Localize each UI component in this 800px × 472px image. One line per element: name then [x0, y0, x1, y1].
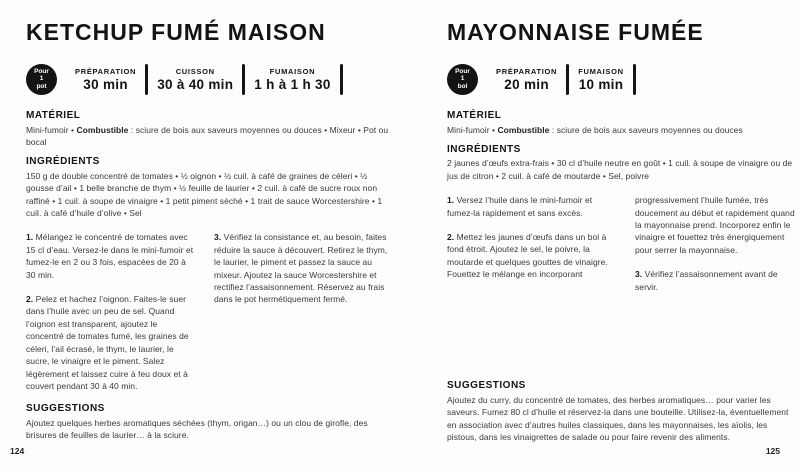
- materiel-text: [26, 124, 394, 149]
- suggestions-text: Ajoutez du curry, du concentré de tomates, des herbes aromatiques… pour varier les saveurs. Fumez 80 cl d’huile et réservez-la dans une bouteille. Utilisez-la, éventuellement en association avec d’autres huiles classiques, dans les mayonnaises, les aïolis, les pistous, dans les vinaigrettes de salade ou pour faire revenir des aliments.: [447, 395, 789, 443]
- steps-column-1: [447, 194, 617, 305]
- meta-label: CUISSON: [175, 66, 215, 76]
- meta-divider: [633, 64, 636, 95]
- step-2: [26, 293, 196, 392]
- meta-item-preparation: [487, 67, 566, 92]
- step-2: [447, 231, 617, 281]
- page-number: 124: [10, 446, 25, 456]
- badge-line: 1: [39, 75, 44, 83]
- meta-label: PRÉPARATION: [496, 66, 558, 76]
- suggestions-section: [447, 380, 799, 444]
- meta-divider: [340, 64, 343, 95]
- step-text: Mélangez le concentré de tomates avec 15 cl d’eau. Versez-le dans le mini-fumoir et fumez-le en 2 ou 3 fois, espacées de 20 à 30 min.: [26, 232, 194, 280]
- meta-value: 1 h à 1 h 30: [254, 76, 331, 92]
- steps-section: [447, 194, 799, 305]
- badge-line: Pour: [455, 67, 470, 75]
- meta-value: 30 à 40 min: [157, 76, 234, 92]
- badge-line: 1: [460, 75, 465, 83]
- steps-column-2: [214, 231, 394, 404]
- step-1: [26, 231, 196, 281]
- meta-value: 20 min: [504, 76, 549, 92]
- steps-column-2: [635, 194, 799, 305]
- ingredients-heading: INGRÉDIENTS: [26, 156, 100, 168]
- ingredients-text: 150 g de double concentré de tomates • ½ oignon • ½ cuil. à café de graines de céleri • ½ gousse d’ail • 1 belle branche de thym • ½ feuille de laurier • 2 cuil. à café de sucre roux non raffiné • 1 cuil. à soupe de vinaigre • 1 petit piment séché • 1 trait de sauce Worcestershire • 1 cuil. à café d’huile d’olive • Sel: [26, 170, 383, 219]
- materiel-text-bold: Combustible: [76, 124, 129, 135]
- step-1: [447, 194, 617, 219]
- recipe-meta-row: [26, 61, 394, 97]
- step-number: 3.: [635, 269, 643, 280]
- meta-item-fumaison: [569, 67, 633, 92]
- materiel-text-bold: Combustible: [497, 124, 550, 135]
- serving-badge: [26, 64, 57, 95]
- step-3: [214, 231, 394, 305]
- materiel-text-pre: Mini-fumoir •: [447, 124, 498, 135]
- column-gap: [617, 194, 635, 305]
- step-3: [635, 268, 799, 293]
- step-number: 1.: [26, 232, 34, 243]
- suggestions-text: Ajoutez quelques herbes aromatiques séchées (thym, origan…) ou un clou de girofle, des brisures de feuilles de laurier… à la sciure.: [26, 418, 368, 441]
- serving-badge: [447, 64, 478, 95]
- steps-section: [26, 231, 394, 404]
- page-number: 125: [765, 446, 780, 456]
- suggestions-heading: SUGGESTIONS: [26, 403, 105, 414]
- materiel-text-post: : sciure de bois aux saveurs moyennes ou douces • Mixeur • Pot ou bocal: [26, 124, 389, 147]
- meta-value: 10 min: [578, 76, 624, 92]
- step-number: 1.: [447, 195, 455, 206]
- materiel-text-pre: Mini-fumoir •: [26, 124, 77, 135]
- ingredients-heading: INGRÉDIENTS: [447, 143, 521, 155]
- badge-line: Pour: [34, 67, 49, 75]
- meta-item-preparation: [66, 67, 145, 92]
- suggestions-heading: SUGGESTIONS: [447, 380, 526, 391]
- meta-item-fumaison: [245, 67, 339, 92]
- meta-label: FUMAISON: [578, 66, 624, 76]
- suggestions-section: [26, 403, 394, 442]
- step-2-continued: [635, 194, 799, 256]
- step-number: 3.: [214, 232, 222, 243]
- page-title: MAYONNAISE FUMÉE: [447, 19, 704, 45]
- step-number: 2.: [26, 294, 34, 305]
- step-number: 2.: [447, 232, 455, 243]
- badge-line: bol: [457, 82, 468, 90]
- recipe-page-mayonnaise: [447, 0, 799, 472]
- materiel-heading: MATÉRIEL: [26, 110, 81, 121]
- badge-line: pot: [36, 82, 47, 90]
- step-text: progressivement l’huile fumée, très doucement au début et rapidement quand la mayonnaise prend. Incorporez enfin le vinaigre et fouettez très énergiquement pour serrer la mayonnaise.: [635, 195, 795, 255]
- recipe-meta-row: [447, 61, 799, 97]
- meta-label: PRÉPARATION: [75, 66, 137, 76]
- meta-item-cuisson: [148, 67, 242, 92]
- meta-label: FUMAISON: [269, 66, 316, 76]
- step-text: Vérifiez l’assaisonnement avant de servir.: [635, 269, 778, 292]
- page-title: KETCHUP FUMÉ MAISON: [26, 19, 326, 45]
- ingredients-text: 2 jaunes d’œufs extra-frais • 30 cl d’huile neutre en goût • 1 cuil. à soupe de vinaigre ou de jus de citron • 2 cuil. à café de moutarde • Sel, poivre: [447, 158, 793, 181]
- materiel-text: [447, 124, 799, 136]
- step-text: Pelez et hachez l’oignon. Faites-le suer dans l’huile avec un peu de sel. Quand l’oignon est transparent, ajoutez le concentré de tomates fumé, les graines de céleri, l’ail écrasé, le thym, le laurier, le sucre, le vinaigre et le piment. Salez légèrement et laissez cuire à feu doux et à couvert pendant 30 à 40 min.: [26, 294, 189, 391]
- meta-value: 30 min: [83, 76, 128, 92]
- recipe-page-ketchup: [26, 0, 394, 472]
- step-text: Versez l’huile dans le mini-fumoir et fumez-la rapidement et sans excès.: [447, 195, 593, 218]
- column-gap: [196, 231, 214, 404]
- step-text: Mettez les jaunes d’œufs dans un bol à fond étroit. Ajoutez le sel, le poivre, la moutarde et quelques gouttes de vinaigre. Fouettez le mélange en incorporant: [447, 232, 608, 280]
- materiel-heading: MATÉRIEL: [447, 110, 502, 121]
- materiel-text-post: : sciure de bois aux saveurs moyennes ou douces: [549, 124, 743, 135]
- step-text: Vérifiez la consistance et, au besoin, faites réduire la sauce à découvert. Retirez le thym, le laurier, le piment et passez la sauce au mixeur. Ajoutez la sauce Worcestershire et rectifiez l’assaisonnement. Réservez au frais dans le pot hermétiquement fermé.: [214, 232, 388, 305]
- steps-column-1: [26, 231, 196, 404]
